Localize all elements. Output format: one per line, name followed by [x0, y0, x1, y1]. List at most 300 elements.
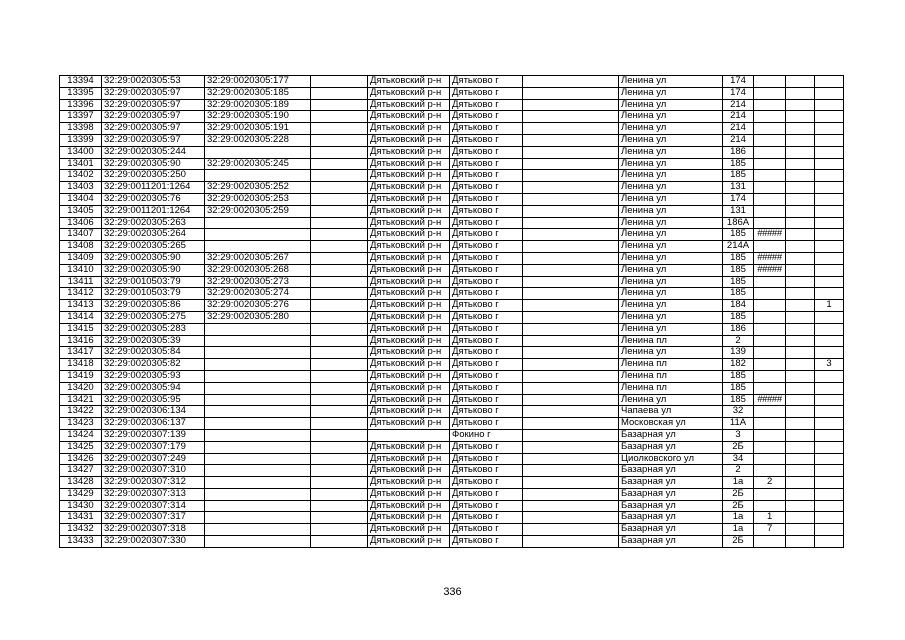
blank-cell	[523, 524, 619, 536]
parent-cadastral-number: 32:29:0020305:267	[205, 252, 311, 264]
street: Московская ул	[619, 418, 723, 430]
house-number: 214	[723, 123, 754, 135]
table-row	[60, 182, 844, 194]
extra-cell	[786, 335, 815, 347]
locality: Дятьково г	[450, 158, 523, 170]
parent-cadastral-number: 32:29:0020305:253	[205, 193, 311, 205]
parent-cadastral-number	[205, 406, 311, 418]
parent-cadastral-number	[205, 323, 311, 335]
parent-cadastral-number	[205, 418, 311, 430]
extra-cell	[786, 382, 815, 394]
row-number: 13416	[60, 335, 102, 347]
street: Ленина пл	[619, 370, 723, 382]
blank-cell	[523, 359, 619, 371]
table-row	[60, 453, 844, 465]
cadastral-number: 32:29:0010503:79	[102, 276, 205, 288]
house-number: 2	[723, 465, 754, 477]
extra-cell	[786, 217, 815, 229]
district: Дятьковский р-н	[368, 252, 450, 264]
street: Ленина пл	[619, 359, 723, 371]
cadastral-number: 32:29:0011201:1264	[102, 182, 205, 194]
count-cell	[815, 382, 844, 394]
flat-number	[754, 276, 786, 288]
district: Дятьковский р-н	[368, 441, 450, 453]
locality: Дятьково г	[450, 217, 523, 229]
blank-cell	[523, 323, 619, 335]
parent-cadastral-number: 32:29:0020305:245	[205, 158, 311, 170]
parent-cadastral-number	[205, 382, 311, 394]
blank-cell	[523, 335, 619, 347]
blank-cell	[311, 418, 368, 430]
blank-cell	[311, 123, 368, 135]
house-number: 182	[723, 359, 754, 371]
row-number: 13402	[60, 170, 102, 182]
flat-number	[754, 347, 786, 359]
parent-cadastral-number	[205, 241, 311, 253]
locality: Дятьково г	[450, 311, 523, 323]
count-cell	[815, 146, 844, 158]
street: Ленина ул	[619, 99, 723, 111]
extra-cell	[786, 123, 815, 135]
table-row	[60, 193, 844, 205]
cadastral-number: 32:29:0020307:313	[102, 488, 205, 500]
flat-number	[754, 193, 786, 205]
cadastral-number: 32:29:0020306:137	[102, 418, 205, 430]
locality: Дятьково г	[450, 193, 523, 205]
parent-cadastral-number: 32:29:0020305:276	[205, 300, 311, 312]
extra-cell	[786, 370, 815, 382]
count-cell	[815, 76, 844, 88]
district: Дятьковский р-н	[368, 536, 450, 548]
cadastral-number: 32:29:0020305:250	[102, 170, 205, 182]
cadastral-number: 32:29:0020305:76	[102, 193, 205, 205]
locality: Дятьково г	[450, 465, 523, 477]
blank-cell	[523, 512, 619, 524]
flat-number: 2	[754, 477, 786, 489]
street: Базарная ул	[619, 536, 723, 548]
table-row	[60, 264, 844, 276]
blank-cell	[311, 170, 368, 182]
locality: Дятьково г	[450, 276, 523, 288]
row-number: 13407	[60, 229, 102, 241]
blank-cell	[523, 205, 619, 217]
row-number: 13414	[60, 311, 102, 323]
extra-cell	[786, 418, 815, 430]
count-cell	[815, 99, 844, 111]
row-number: 13403	[60, 182, 102, 194]
count-cell	[815, 477, 844, 489]
count-cell	[815, 512, 844, 524]
blank-cell	[311, 311, 368, 323]
table-row	[60, 512, 844, 524]
flat-number	[754, 453, 786, 465]
row-number: 13413	[60, 300, 102, 312]
district: Дятьковский р-н	[368, 418, 450, 430]
row-number: 13396	[60, 99, 102, 111]
blank-cell	[523, 217, 619, 229]
cadastral-number: 32:29:0020305:244	[102, 146, 205, 158]
district: Дятьковский р-н	[368, 359, 450, 371]
blank-cell	[311, 323, 368, 335]
extra-cell	[786, 276, 815, 288]
blank-cell	[523, 418, 619, 430]
flat-number	[754, 170, 786, 182]
street: Ленина ул	[619, 146, 723, 158]
district: Дятьковский р-н	[368, 76, 450, 88]
house-number: 34	[723, 453, 754, 465]
blank-cell	[311, 370, 368, 382]
count-cell	[815, 347, 844, 359]
parent-cadastral-number: 32:29:0020305:191	[205, 123, 311, 135]
house-number: 185	[723, 370, 754, 382]
count-cell	[815, 158, 844, 170]
district	[368, 429, 450, 441]
house-number: 1а	[723, 512, 754, 524]
row-number: 13406	[60, 217, 102, 229]
blank-cell	[523, 311, 619, 323]
table-row	[60, 524, 844, 536]
locality: Дятьково г	[450, 370, 523, 382]
extra-cell	[786, 99, 815, 111]
table-row	[60, 205, 844, 217]
blank-cell	[523, 193, 619, 205]
count-cell: 1	[815, 300, 844, 312]
extra-cell	[786, 252, 815, 264]
cadastral-number: 32:29:0020307:312	[102, 477, 205, 489]
cadastral-number: 32:29:0020305:53	[102, 76, 205, 88]
table-row	[60, 347, 844, 359]
street: Ленина ул	[619, 394, 723, 406]
district: Дятьковский р-н	[368, 370, 450, 382]
district: Дятьковский р-н	[368, 99, 450, 111]
blank-cell	[523, 465, 619, 477]
parent-cadastral-number	[205, 536, 311, 548]
house-number: 214	[723, 99, 754, 111]
blank-cell	[523, 394, 619, 406]
extra-cell	[786, 146, 815, 158]
cadastral-number: 32:29:0020305:264	[102, 229, 205, 241]
table-row	[60, 229, 844, 241]
house-number: 2	[723, 335, 754, 347]
blank-cell	[311, 205, 368, 217]
street: Ленина ул	[619, 264, 723, 276]
blank-cell	[311, 394, 368, 406]
flat-number	[754, 99, 786, 111]
blank-cell	[523, 76, 619, 88]
flat-number: 1	[754, 512, 786, 524]
locality: Дятьково г	[450, 111, 523, 123]
house-number: 2Б	[723, 500, 754, 512]
district: Дятьковский р-н	[368, 500, 450, 512]
count-cell	[815, 370, 844, 382]
table-row	[60, 323, 844, 335]
street: Базарная ул	[619, 429, 723, 441]
count-cell	[815, 500, 844, 512]
locality: Дятьково г	[450, 453, 523, 465]
cadastral-number: 32:29:0020305:263	[102, 217, 205, 229]
blank-cell	[311, 276, 368, 288]
row-number: 13415	[60, 323, 102, 335]
locality: Дятьково г	[450, 512, 523, 524]
cadastral-number: 32:29:0020305:97	[102, 111, 205, 123]
parent-cadastral-number: 32:29:0020305:280	[205, 311, 311, 323]
street: Ленина ул	[619, 170, 723, 182]
row-number: 13410	[60, 264, 102, 276]
row-number: 13395	[60, 87, 102, 99]
blank-cell	[523, 477, 619, 489]
house-number: 174	[723, 76, 754, 88]
extra-cell	[786, 229, 815, 241]
parent-cadastral-number	[205, 488, 311, 500]
flat-number	[754, 123, 786, 135]
blank-cell	[311, 264, 368, 276]
blank-cell	[311, 536, 368, 548]
locality: Дятьково г	[450, 394, 523, 406]
flat-number: 7	[754, 524, 786, 536]
cadastral-number: 32:29:0020307:310	[102, 465, 205, 477]
flat-number: #####	[754, 394, 786, 406]
table-row	[60, 134, 844, 146]
extra-cell	[786, 406, 815, 418]
extra-cell	[786, 323, 815, 335]
locality: Дятьково г	[450, 241, 523, 253]
district: Дятьковский р-н	[368, 170, 450, 182]
row-number: 13428	[60, 477, 102, 489]
parent-cadastral-number	[205, 512, 311, 524]
cadastral-number: 32:29:0020305:39	[102, 335, 205, 347]
flat-number	[754, 335, 786, 347]
row-number: 13398	[60, 123, 102, 135]
row-number: 13411	[60, 276, 102, 288]
cadastral-number: 32:29:0020307:139	[102, 429, 205, 441]
row-number: 13409	[60, 252, 102, 264]
extra-cell	[786, 76, 815, 88]
cadastral-number: 32:29:0020305:90	[102, 264, 205, 276]
extra-cell	[786, 311, 815, 323]
street: Ленина ул	[619, 182, 723, 194]
row-number: 13426	[60, 453, 102, 465]
extra-cell	[786, 477, 815, 489]
district: Дятьковский р-н	[368, 512, 450, 524]
parent-cadastral-number	[205, 394, 311, 406]
flat-number	[754, 500, 786, 512]
count-cell	[815, 418, 844, 430]
table-row	[60, 465, 844, 477]
flat-number	[754, 300, 786, 312]
house-number: 185	[723, 252, 754, 264]
table-row	[60, 359, 844, 371]
locality: Дятьково г	[450, 87, 523, 99]
cadastral-number: 32:29:0011201:1264	[102, 205, 205, 217]
table-row	[60, 370, 844, 382]
district: Дятьковский р-н	[368, 488, 450, 500]
flat-number	[754, 370, 786, 382]
flat-number	[754, 429, 786, 441]
table-row	[60, 441, 844, 453]
row-number: 13424	[60, 429, 102, 441]
district: Дятьковский р-н	[368, 193, 450, 205]
locality: Дятьково г	[450, 288, 523, 300]
table-row	[60, 335, 844, 347]
house-number: 2Б	[723, 488, 754, 500]
cadastral-number: 32:29:0020305:97	[102, 87, 205, 99]
cadastral-number: 32:29:0020307:330	[102, 536, 205, 548]
locality: Дятьково г	[450, 536, 523, 548]
cadastral-number: 32:29:0010503:79	[102, 288, 205, 300]
house-number: 185	[723, 311, 754, 323]
row-number: 13420	[60, 382, 102, 394]
street: Базарная ул	[619, 500, 723, 512]
table-row	[60, 406, 844, 418]
page-number: 336	[443, 586, 462, 598]
flat-number	[754, 76, 786, 88]
parent-cadastral-number: 32:29:0020305:190	[205, 111, 311, 123]
district: Дятьковский р-н	[368, 524, 450, 536]
street: Ленина ул	[619, 300, 723, 312]
row-number: 13408	[60, 241, 102, 253]
cadastral-number: 32:29:0020305:95	[102, 394, 205, 406]
cadastral-number: 32:29:0020305:97	[102, 123, 205, 135]
extra-cell	[786, 512, 815, 524]
locality: Дятьково г	[450, 382, 523, 394]
house-number: 131	[723, 182, 754, 194]
extra-cell	[786, 158, 815, 170]
count-cell	[815, 111, 844, 123]
locality: Дятьково г	[450, 170, 523, 182]
blank-cell	[311, 465, 368, 477]
table-row	[60, 418, 844, 430]
table-row	[60, 99, 844, 111]
flat-number	[754, 323, 786, 335]
flat-number	[754, 146, 786, 158]
blank-cell	[311, 429, 368, 441]
cadastral-number: 32:29:0020307:249	[102, 453, 205, 465]
locality: Дятьково г	[450, 146, 523, 158]
cadastral-number: 32:29:0020307:317	[102, 512, 205, 524]
extra-cell	[786, 359, 815, 371]
blank-cell	[523, 158, 619, 170]
parent-cadastral-number	[205, 477, 311, 489]
blank-cell	[311, 382, 368, 394]
blank-cell	[311, 335, 368, 347]
row-number: 13399	[60, 134, 102, 146]
count-cell	[815, 394, 844, 406]
parent-cadastral-number	[205, 524, 311, 536]
street: Ленина ул	[619, 323, 723, 335]
extra-cell	[786, 524, 815, 536]
house-number: 214	[723, 134, 754, 146]
extra-cell	[786, 441, 815, 453]
blank-cell	[311, 477, 368, 489]
count-cell	[815, 182, 844, 194]
district: Дятьковский р-н	[368, 146, 450, 158]
cadastral-number: 32:29:0020305:275	[102, 311, 205, 323]
table-row	[60, 311, 844, 323]
parent-cadastral-number	[205, 347, 311, 359]
district: Дятьковский р-н	[368, 123, 450, 135]
locality: Дятьково г	[450, 418, 523, 430]
blank-cell	[523, 500, 619, 512]
street: Ленина ул	[619, 347, 723, 359]
blank-cell	[311, 217, 368, 229]
flat-number	[754, 205, 786, 217]
flat-number	[754, 311, 786, 323]
flat-number	[754, 217, 786, 229]
locality: Дятьково г	[450, 300, 523, 312]
row-number: 13433	[60, 536, 102, 548]
extra-cell	[786, 536, 815, 548]
locality: Дятьково г	[450, 76, 523, 88]
table-row	[60, 170, 844, 182]
extra-cell	[786, 134, 815, 146]
street: Ленина пл	[619, 335, 723, 347]
extra-cell	[786, 300, 815, 312]
district: Дятьковский р-н	[368, 300, 450, 312]
district: Дятьковский р-н	[368, 477, 450, 489]
blank-cell	[523, 252, 619, 264]
house-number: 2Б	[723, 536, 754, 548]
parent-cadastral-number	[205, 335, 311, 347]
locality: Дятьково г	[450, 134, 523, 146]
street: Циолковского ул	[619, 453, 723, 465]
locality: Дятьково г	[450, 488, 523, 500]
count-cell	[815, 252, 844, 264]
district: Дятьковский р-н	[368, 229, 450, 241]
row-number: 13430	[60, 500, 102, 512]
blank-cell	[523, 264, 619, 276]
extra-cell	[786, 87, 815, 99]
locality: Дятьково г	[450, 323, 523, 335]
locality: Дятьково г	[450, 406, 523, 418]
row-number: 13397	[60, 111, 102, 123]
row-number: 13423	[60, 418, 102, 430]
count-cell	[815, 170, 844, 182]
district: Дятьковский р-н	[368, 288, 450, 300]
flat-number: #####	[754, 252, 786, 264]
street: Базарная ул	[619, 512, 723, 524]
table-row	[60, 488, 844, 500]
count-cell: 3	[815, 359, 844, 371]
street: Чапаева ул	[619, 406, 723, 418]
extra-cell	[786, 500, 815, 512]
district: Дятьковский р-н	[368, 87, 450, 99]
district: Дятьковский р-н	[368, 276, 450, 288]
count-cell	[815, 276, 844, 288]
house-number: 11А	[723, 418, 754, 430]
blank-cell	[523, 382, 619, 394]
blank-cell	[311, 158, 368, 170]
row-number: 13417	[60, 347, 102, 359]
flat-number	[754, 182, 786, 194]
house-number: 185	[723, 158, 754, 170]
street: Ленина ул	[619, 158, 723, 170]
blank-cell	[311, 146, 368, 158]
blank-cell	[311, 134, 368, 146]
table-row	[60, 217, 844, 229]
parent-cadastral-number	[205, 429, 311, 441]
locality: Дятьково г	[450, 182, 523, 194]
blank-cell	[311, 111, 368, 123]
district: Дятьковский р-н	[368, 158, 450, 170]
street: Ленина ул	[619, 288, 723, 300]
count-cell	[815, 205, 844, 217]
street: Ленина ул	[619, 252, 723, 264]
district: Дятьковский р-н	[368, 217, 450, 229]
count-cell	[815, 536, 844, 548]
flat-number: #####	[754, 229, 786, 241]
extra-cell	[786, 429, 815, 441]
blank-cell	[311, 193, 368, 205]
